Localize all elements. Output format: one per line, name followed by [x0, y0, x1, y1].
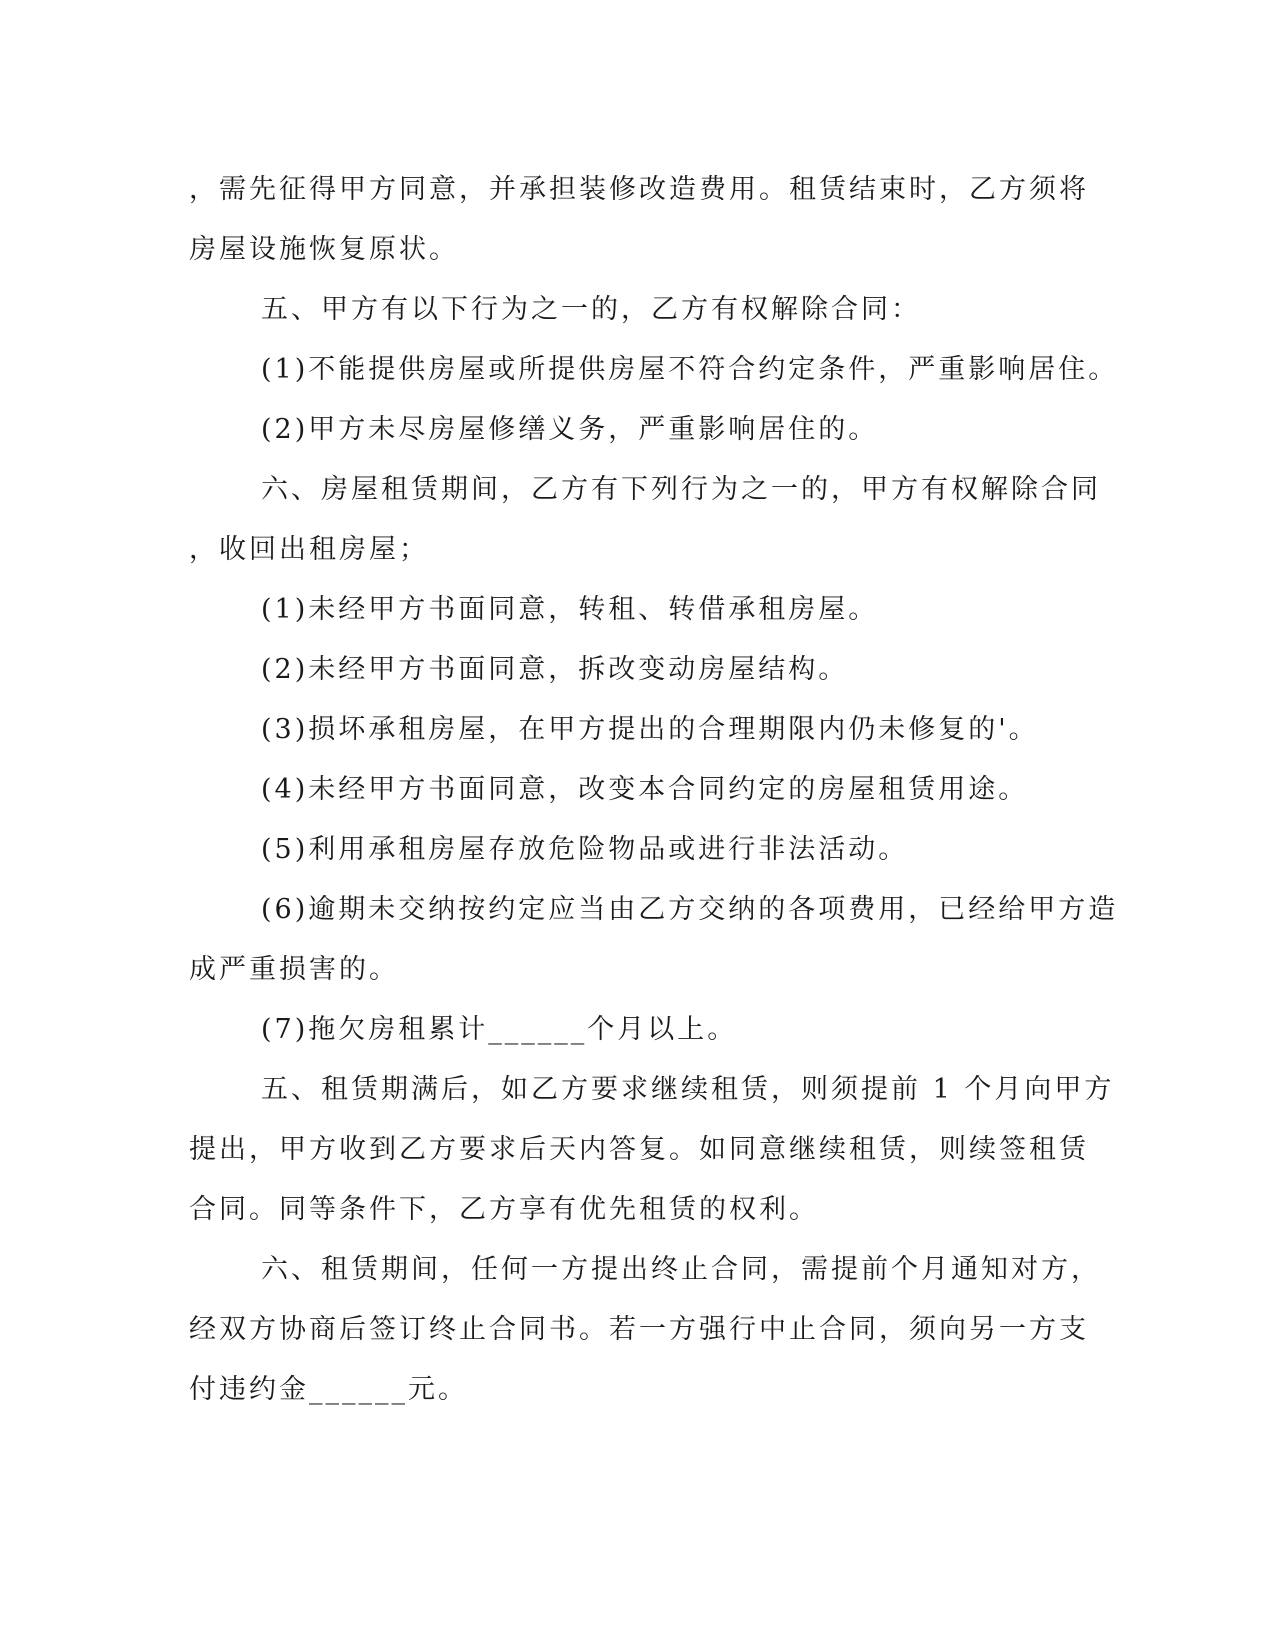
clause-item: (2)未经甲方书面同意，拆改变动房屋结构。 [261, 654, 849, 685]
text-line: 房屋设施恢复原状。 [189, 234, 459, 265]
text-line: ，收回出租房屋； [189, 534, 429, 565]
text-line: 提出，甲方收到乙方要求后天内答复。如同意继续租赁，则续签租赁 [189, 1134, 1089, 1165]
clause-heading: 五、甲方有以下行为之一的，乙方有权解除合同： [261, 294, 921, 325]
text-line: 经双方协商后签订终止合同书。若一方强行中止合同，须向另一方支 [189, 1314, 1089, 1345]
clause-item: (1)未经甲方书面同意，转租、转借承租房屋。 [261, 594, 879, 625]
text-line: 合同。同等条件下，乙方享有优先租赁的权利。 [189, 1194, 819, 1225]
clause-heading: 六、租赁期间，任何一方提出终止合同，需提前个月通知对方， [261, 1254, 1101, 1285]
clause-item: (4)未经甲方书面同意，改变本合同约定的房屋租赁用途。 [261, 774, 1029, 805]
contract-body-text [189, 160, 1119, 1420]
clause-item: (7)拖欠房租累计______个月以上。 [261, 1014, 738, 1045]
clause-item: (2)甲方未尽房屋修缮义务，严重影响居住的。 [261, 414, 879, 445]
text-line: 付违约金______元。 [189, 1374, 468, 1405]
clause-item: (5)利用承租房屋存放危险物品或进行非法活动。 [261, 834, 909, 865]
clause-heading: 五、租赁期满后，如乙方要求继续租赁，则须提前 1 个月向甲方 [261, 1074, 1115, 1105]
clause-item: (1)不能提供房屋或所提供房屋不符合约定条件，严重影响居住。 [261, 354, 1119, 385]
clause-item: (6)逾期未交纳按约定应当由乙方交纳的各项费用，已经给甲方造 [261, 894, 1119, 925]
clause-item: (3)损坏承租房屋，在甲方提出的合理期限内仍未修复的'。 [261, 714, 1039, 745]
text-line: ，需先征得甲方同意，并承担装修改造费用。租赁结束时，乙方须将 [189, 174, 1089, 205]
clause-heading: 六、房屋租赁期间，乙方有下列行为之一的，甲方有权解除合同 [261, 474, 1101, 505]
text-line: 成严重损害的。 [189, 954, 399, 985]
